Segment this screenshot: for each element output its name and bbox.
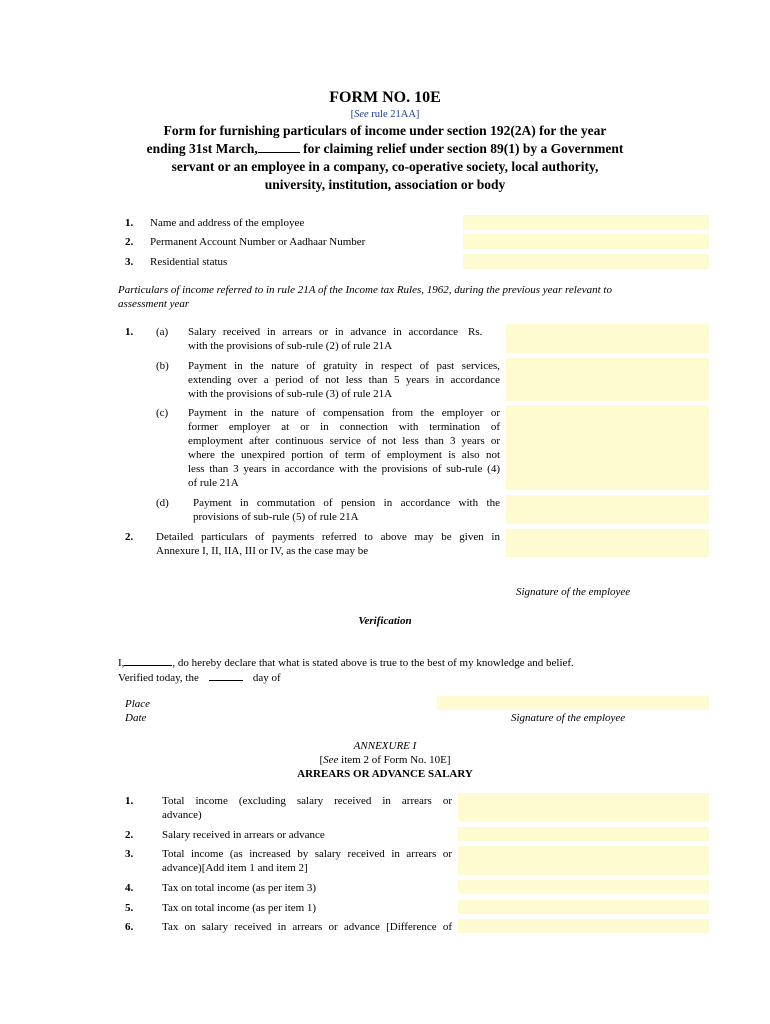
- place-field[interactable]: [437, 696, 709, 710]
- verified-day-blank[interactable]: [209, 670, 243, 681]
- subitem-a-text: Salary received in arrears or in advance in accordance with the provisions of sub-rule (2) of rule 21A: [188, 326, 458, 352]
- compensation-field[interactable]: [506, 405, 709, 490]
- particulars-intro-line2: assessment year: [118, 298, 190, 310]
- list-number: 1.: [125, 795, 134, 807]
- annexure-subtitle: ARREARS OR ADVANCE SALARY: [297, 768, 473, 780]
- annexure-item-6-text: Tax on salary received in arrears or advance [Difference of: [162, 921, 452, 933]
- verification-signature-label: Signature of the employee: [511, 712, 626, 724]
- list-number: 1.: [125, 217, 134, 229]
- subitem-letter: (c): [156, 407, 169, 419]
- list-number: 2.: [125, 531, 134, 543]
- verification-heading: Verification: [358, 615, 412, 627]
- tax-difference-field[interactable]: [458, 919, 709, 933]
- date-label: Date: [125, 712, 147, 724]
- list-number: 1.: [125, 326, 134, 338]
- annexure-title: ANNEXURE I: [353, 740, 417, 752]
- subitem-d-text: Payment in commutation of pension in accordance with the provisions of sub-rule (5) of rule 21A: [193, 497, 500, 523]
- detailed-particulars-field[interactable]: [506, 529, 709, 557]
- annexure-item-1-text: Total income (excluding salary received in arrears or advance): [162, 795, 452, 821]
- residential-status-label: Residential status: [150, 256, 228, 268]
- tax-item1-field[interactable]: [458, 900, 709, 914]
- tax-item3-field[interactable]: [458, 880, 709, 894]
- annexure-item-4-text: Tax on total income (as per item 3): [162, 882, 317, 894]
- pan-field[interactable]: [463, 234, 709, 249]
- annexure-reference: [See item 2 of Form No. 10E]: [319, 754, 451, 766]
- list-number: 2.: [125, 236, 134, 248]
- total-income-excl-field[interactable]: [458, 793, 709, 822]
- subitem-letter: (a): [156, 326, 169, 338]
- signature-label: Signature of the employee: [516, 586, 631, 598]
- gratuity-field[interactable]: [506, 358, 709, 401]
- declaration-line: I, , do hereby declare that what is stated above is true to the best of my knowledge and belief.: [118, 657, 574, 669]
- declarant-name-blank[interactable]: [124, 655, 172, 666]
- employee-name-field[interactable]: [463, 215, 709, 230]
- subitem-letter: (b): [156, 360, 169, 372]
- place-label: Place: [125, 698, 151, 710]
- salary-arrears-field[interactable]: [458, 827, 709, 841]
- annexure-item-5-text: Tax on total income (as per item 1): [162, 902, 317, 914]
- list-number: 2.: [125, 829, 134, 841]
- employee-name-label: Name and address of the employee: [150, 217, 305, 229]
- form-number: FORM NO. 10E: [329, 89, 441, 106]
- subitem-letter: (d): [156, 497, 169, 509]
- list-number: 5.: [125, 902, 134, 914]
- verified-line: Verified today, the day of: [118, 672, 281, 684]
- list-number: 6.: [125, 921, 134, 933]
- subitem-c-text: Payment in the nature of compensation from the employer or former employer at or in connection with termination of employment after continuous service of not less than 3 years or where the unexpired portion of term of employment is also not less than 3 years in accordance with the provisions of sub-rule (4) of rule 21A: [188, 407, 500, 489]
- list-number: 4.: [125, 882, 134, 894]
- annexure-item-2-text: Salary received in arrears or advance: [162, 829, 325, 841]
- form-title: Form for furnishing particulars of income under section 192(2A) for the year ending 31st March, for claiming relief under section 89(1) by a Government servant or an employee in a company, co-operative society, local authority, university, institution, association or body: [146, 123, 624, 192]
- arrears-salary-field[interactable]: [506, 324, 709, 353]
- residential-status-field[interactable]: [463, 254, 709, 269]
- total-income-incl-field[interactable]: [458, 846, 709, 875]
- see-rule-reference: [See rule 21AA]: [350, 109, 420, 120]
- list-number: 3.: [125, 256, 134, 268]
- pan-label: Permanent Account Number or Aadhaar Number: [150, 236, 366, 248]
- particulars-intro-line1: Particulars of income referred to in rule 21A of the Income tax Rules, 1962, during the previous year relevant to: [118, 284, 612, 296]
- pension-commutation-field[interactable]: [506, 495, 709, 524]
- subitem-b-text: Payment in the nature of gratuity in respect of past services, extending over a period of not less than 5 years in accordance with the provisions of sub-rule (3) of rule 21A: [188, 360, 500, 400]
- list-number: 3.: [125, 848, 134, 860]
- rupees-label: Rs.: [468, 326, 483, 338]
- annexure-item-3-text: Total income (as increased by salary received in arrears or advance)[Add item 1 and item 2]: [162, 848, 452, 874]
- item2-text: Detailed particulars of payments referred to above may be given in Annexure I, II, IIA, III or IV, as the case may be: [156, 531, 500, 557]
